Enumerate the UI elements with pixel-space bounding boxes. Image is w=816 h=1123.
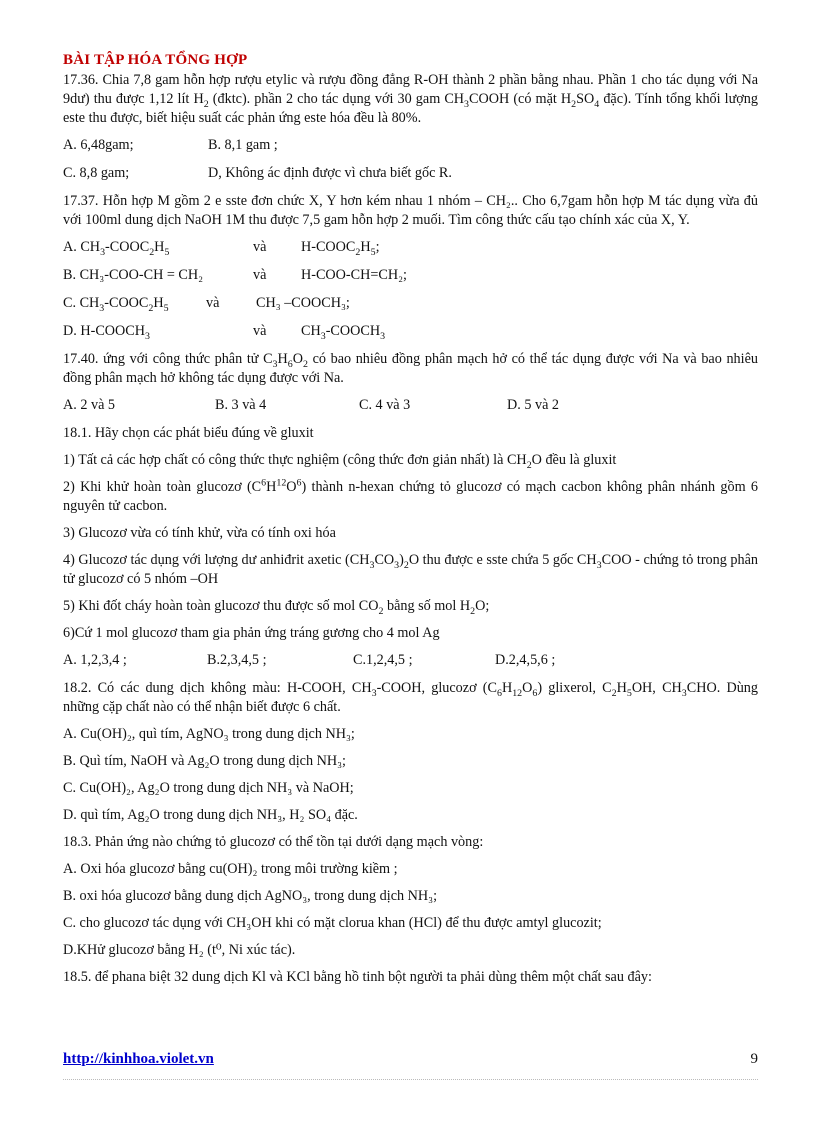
option-b: B. Quì tím, NaOH và Ag₂O trong dung dịch NH₃; bbox=[63, 753, 346, 769]
statement-1: 1) Tất cả các hợp chất có công thức thực nghiệm (công thức đơn giản nhất) là $CH_2O$ đều là gluxit bbox=[63, 452, 617, 471]
option-a: A. Oxi hóa glucozơ bằng cu(OH)₂ trong môi trường kiềm ; bbox=[63, 861, 398, 877]
statement-6: 6)Cứ 1 mol glucozơ tham gia phản ứng tráng gương cho 4 mol Ag bbox=[63, 625, 440, 641]
option-a: A. 6,48gam; bbox=[63, 137, 134, 153]
page-footer bbox=[63, 1051, 758, 1068]
option-c: C. 4 và 3 bbox=[359, 397, 411, 413]
options-row bbox=[63, 136, 758, 155]
option-c: C. Cu(OH)₂, Ag₂O trong dung dịch NH₃ và NaOH; bbox=[63, 780, 354, 796]
option-d: D. 5 và 2 bbox=[507, 397, 560, 413]
option-d: D, Không ác định được vì chưa biết gốc R. bbox=[208, 165, 452, 181]
option-a: A. 1,2,3,4 ; bbox=[63, 652, 127, 668]
question-17-36: 17.36. Chia 7,8 gam hỗn hợp rượu etylic và rượu đồng đẳng R-OH thành 2 phần bằng nhau. Phần 1 cho tác dụng với Na 9dư) thu được 1,12 lít $H_2$ (đktc). phần 2 cho tác dụng với 30 gam $CH_3COOH$ (có mặt $H_2SO_4$ đặc). Tính tổng khối lượng este thu được, biết hiệu suất các phản ứng este hóa đều là 80%. bbox=[63, 72, 758, 126]
question-18-5: 18.5. để phana biệt 32 dung dịch Kl và KCl bằng hồ tinh bột người ta phải dùng thêm một chất sau đây: bbox=[63, 969, 652, 985]
page-number: 9 bbox=[750, 1051, 758, 1067]
option-b: B. 8,1 gam ; bbox=[208, 137, 278, 153]
option-d: D.KHử glucozơ bằng H₂ (t⁰, Ni xúc tác). bbox=[63, 942, 296, 958]
options-row bbox=[63, 651, 758, 670]
options-row bbox=[63, 396, 758, 415]
options-row bbox=[63, 164, 758, 183]
document-page bbox=[63, 52, 758, 995]
page-title: BÀI TẬP HÓA TỔNG HỢP bbox=[63, 52, 248, 68]
option-d: D.2,4,5,6 ; bbox=[495, 652, 556, 668]
option-a: A. Cu(OH)₂, quì tím, AgNO₃ trong dung dịch NH₃; bbox=[63, 726, 355, 742]
option-a: A. 2 và 5 bbox=[63, 397, 116, 413]
option-b: B.2,3,4,5 ; bbox=[207, 652, 267, 668]
question-17-40: 17.40. ứng với công thức phân tử $C_3H_6O_2$ có bao nhiêu đồng phân mạch hở có thể tác dụng được với Na và bao nhiêu đồng phân mạch hở không tác dụng được với Na. bbox=[63, 351, 758, 386]
footer-link[interactable]: http://kinhhoa.violet.vn bbox=[63, 1051, 214, 1067]
statement-2: 2) Khi khử hoàn toàn glucozơ $(C^6H^{12}O^6)$ thành n-hexan chứng tỏ glucozơ có mạch cacbon không phân nhánh gồm 6 nguyên tử cacbon. bbox=[63, 477, 758, 514]
question-17-37: 17.37. Hỗn hợp M gồm 2 e sste đơn chức X, Y hơn kém nhau 1 nhóm – CH₂.. Cho 6,7gam hỗn hợp M tác dụng vừa đủ với 100ml dung dịch NaOH 1M thu được 7,5 gam hỗn hợp 2 muối. Tìm công thức cấu tạo chính xác của X, Y. bbox=[63, 193, 758, 228]
option-c: C. $CH_3-COOC_2H_5$ và CH₃ –COOCH₃; bbox=[63, 295, 350, 314]
option-d: D. quì tím, Ag₂O trong dung dịch NH₃, H₂ SO₄ đặc. bbox=[63, 807, 358, 823]
option-c: C. cho glucozơ tác dụng với CH₃OH khi có mặt clorua khan (HCl) để thu được amtyl glucozit; bbox=[63, 915, 602, 931]
question-18-3: 18.3. Phản ứng nào chứng tỏ glucozơ có thể tồn tại dưới dạng mạch vòng: bbox=[63, 834, 484, 850]
option-a: A. $CH_3-COOC_2H_5$ và $H-COOC_2H_5$; bbox=[63, 239, 380, 258]
option-b: B. 3 và 4 bbox=[215, 397, 267, 413]
statement-4: 4) Glucozơ tác dụng với lượng dư anhiđrit axetic $(CH_3CO_3)_2O$ thu được e sste chứa 5 gốc $CH_3COO$ - chứng tỏ trong phân tử glucozơ có 5 nhóm –OH bbox=[63, 552, 758, 587]
option-c: C.1,2,4,5 ; bbox=[353, 652, 413, 668]
statement-3: 3) Glucozơ vừa có tính khử, vừa có tính oxi hóa bbox=[63, 525, 336, 541]
option-b: B. oxi hóa glucozơ bằng dung dịch AgNO₃, trong dung dịch NH₃; bbox=[63, 888, 438, 904]
question-18-2: 18.2. Có các dung dịch không màu: H-COOH, $CH_3$-COOH, glucozơ $(C_6H_{12}O_6)$ glixerol, $C_2H_5OH$, $CH_3CHO$. Dùng những cặp chất nào có thể nhận biết được 6 chất. bbox=[63, 680, 758, 715]
option-d: D. $H-COOCH_3$ và $CH_3-COOCH_3$ bbox=[63, 323, 386, 342]
question-18-1: 18.1. Hãy chọn các phát biểu đúng về gluxit bbox=[63, 425, 314, 441]
statement-5: 5) Khi đốt cháy hoàn toàn glucozơ thu được số mol $CO_2$ bằng số mol $H_2O$; bbox=[63, 598, 490, 617]
option-b: B. CH₃-COO-CH = CH₂ và H-COO-CH=CH₂; bbox=[63, 267, 407, 283]
footer-divider bbox=[63, 1079, 758, 1080]
option-c: C. 8,8 gam; bbox=[63, 165, 130, 181]
